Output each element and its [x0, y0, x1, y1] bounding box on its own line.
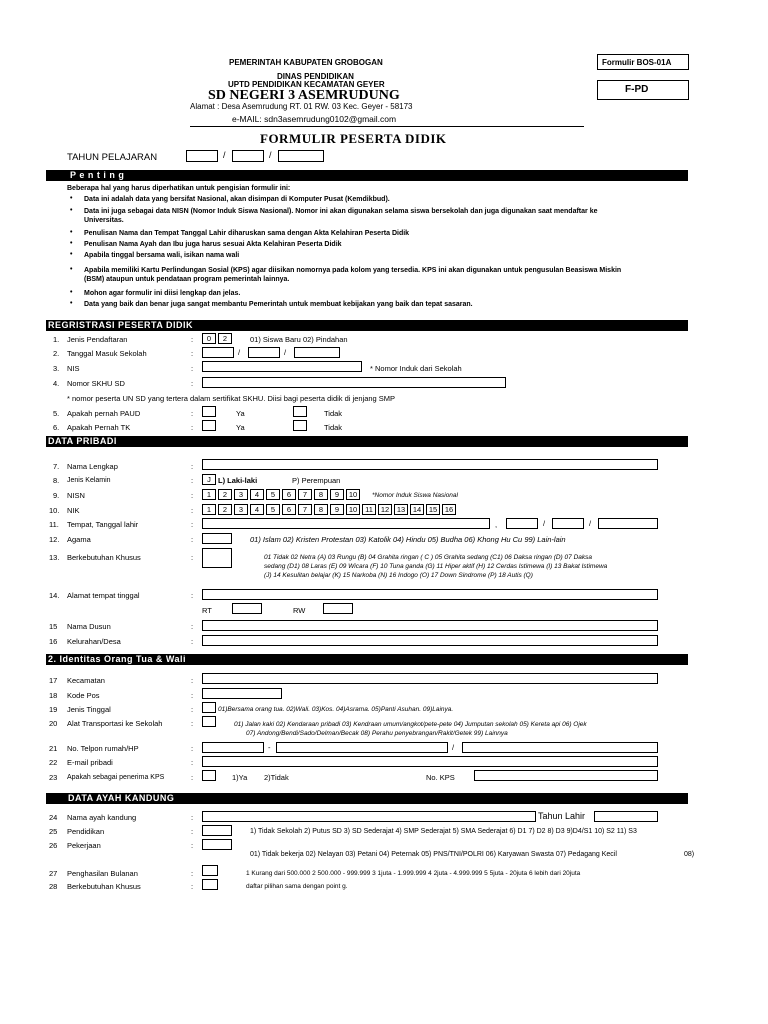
row-num: 4. [53, 379, 60, 388]
label-desa: Kelurahan/Desa [67, 637, 121, 646]
berkebutuhan-options: sedang (D1) 08 Laras (E) 09 Wicara (F) 10 Tuna ganda (G) 11 Hiper aktif (H) 12 Cerdas Istimewa (I) 13 Bakat Istimewa [264, 563, 608, 570]
colon: : [191, 841, 194, 850]
bullet: • [70, 266, 73, 273]
transportasi-options: 07) Andong/Bendi/Sado/Delman/Becak 08) Perahu penyebrangan/Rakit/Getek 99) Lainnya [246, 730, 508, 737]
colon: : [191, 637, 194, 646]
pekerjaan-input[interactable] [202, 839, 232, 850]
penting-item: Data ini adalah data yang bersifat Nasional, akan disimpan di Komputer Pusat (Kemdikbud). [84, 196, 390, 203]
label-jenis-tinggal: Jenis Tinggal [67, 705, 111, 714]
digit-cell[interactable]: 1 [202, 489, 216, 500]
jenis-pendaftaran-cells [202, 333, 234, 344]
pekerjaan-options: 01) Tidak bekerja 02) Nelayan 03) Petani 04) Peternak 05) PNS/TNI/POLRI 06) Karyawan Swasta 07) Pedagang Kecil [250, 851, 617, 858]
pendidikan-options: 1) Tidak Sekolah 2) Putus SD 3) SD Sederajat 4) SMP Sederajat 5) SMA Sederajat 6) D1 7) D2 8) D3 9)D4/S1 10) S2 11) S3 [250, 828, 637, 835]
bullet: • [70, 240, 73, 247]
row-num: 11. [49, 520, 59, 529]
label-alamat: Alamat tempat tinggal [67, 591, 140, 600]
alamat-input[interactable] [202, 589, 658, 600]
bullet: • [70, 251, 73, 258]
nis-input[interactable] [202, 361, 362, 372]
header-uptd: UPTD PENDIDIKAN KECAMATAN GEYER [228, 80, 385, 89]
label-tanggal-masuk: Tanggal Masuk Sekolah [67, 349, 147, 358]
dash: - [268, 743, 271, 752]
nisn-cells [202, 489, 362, 500]
rw-label: RW [293, 606, 306, 615]
digit-cell[interactable]: 7 [298, 489, 312, 500]
jk-cells [202, 474, 218, 485]
label-paud: Apakah pernah PAUD [67, 409, 141, 418]
penting-item: Apabila memiliki Kartu Perlindungan Sosial (KPS) agar diisikan nomornya pada kolom yang tersedia. KPS ini akan digunakan untuk pengusulan Beasiswa Miskin [84, 267, 622, 274]
digit-cell[interactable]: 6 [282, 504, 296, 515]
tahun-label: TAHUN PELAJARAN [67, 152, 158, 163]
berkebutuhan-ayah-note: daftar pilihan sama dengan point g. [246, 883, 348, 890]
tgl-masuk-dd[interactable] [202, 347, 234, 358]
colon: : [191, 705, 194, 714]
label-pekerjaan: Pekerjaan [67, 841, 101, 850]
jenis-tinggal-options: 01)Bersama orang tua. 02)Wali. 03)Kos. 04)Asrama. 05)Panti Asuhan. 09)Lainya. [218, 706, 454, 713]
tahun-box-2[interactable] [232, 150, 264, 162]
cell[interactable]: 2 [218, 333, 232, 344]
label-nik: NIK [67, 506, 80, 515]
penting-item: Penulisan Nama dan Tempat Tanggal Lahir diharuskan sama dengan Akta Kelahiran Peserta Didik [84, 230, 410, 237]
tahun-lahir-ayah-input[interactable] [594, 811, 658, 822]
label-pendidikan: Pendidikan [67, 827, 105, 836]
ayah-bar [46, 793, 688, 804]
row-num: 13. [49, 553, 60, 562]
tahun-lahir-label: Tahun Lahir [538, 811, 586, 821]
nis-note: * Nomor Induk dari Sekolah [370, 364, 462, 373]
row-num: 3. [53, 364, 60, 373]
slash: / [543, 519, 546, 528]
ayah-heading: DATA AYAH KANDUNG [68, 793, 175, 803]
tahun-box-1[interactable] [186, 150, 218, 162]
label-kps: Apakah sebagai penerima KPS [67, 774, 165, 781]
label-berkebutuhan-ayah: Berkebutuhan Khusus [67, 882, 141, 891]
digit-cell[interactable]: 16 [442, 504, 456, 515]
jenis-tinggal-input[interactable] [202, 702, 216, 713]
label-nisn: NISN [67, 491, 85, 500]
colon: : [191, 691, 194, 700]
digit-cell[interactable]: 10 [346, 504, 360, 515]
slash: / [238, 348, 241, 357]
colon: : [191, 423, 194, 432]
colon: : [191, 591, 194, 600]
ya-label: Ya [236, 423, 245, 432]
digit-cell[interactable]: 1 [202, 504, 216, 515]
digit-cell[interactable]: 3 [234, 504, 248, 515]
tidak-label: Tidak [324, 423, 343, 432]
no-kps-input[interactable] [474, 770, 658, 781]
colon: : [191, 535, 194, 544]
lahir-dd[interactable] [506, 518, 538, 529]
header-gov: PEMERINTAH KABUPATEN GROBOGAN [229, 58, 383, 67]
digit-cell[interactable]: 2 [218, 489, 232, 500]
slash: / [223, 150, 226, 160]
registrasi-heading: REGRISTRASI PESERTA DIDIK [48, 320, 194, 330]
row-num: 28 [49, 882, 58, 891]
ya-label: Ya [236, 409, 245, 418]
penting-item: Data yang baik dan benar juga sangat membantu Pemerintah untuk membuat kebijakan yang baik dan tepat sasaran. [84, 301, 473, 308]
desa-input[interactable] [202, 635, 658, 646]
row-num: 20 [49, 719, 58, 728]
colon: : [191, 553, 194, 562]
digit-cell[interactable]: 5 [266, 489, 280, 500]
colon: : [191, 379, 194, 388]
row-num: 25 [49, 827, 58, 836]
berkebutuhan-options: 01 Tidak 02 Netra (A) 03 Rungu (B) 04 Grahita ringan ( C ) 05 Grahita sedang (C1) 06 Daksa ringan (D) 07 Daksa [264, 554, 592, 561]
rt-input[interactable] [232, 603, 262, 614]
jk-p: P) Perempuan [292, 476, 341, 485]
penting-intro: Beberapa hal yang harus diperhatikan untuk pengisian formulir ini: [67, 185, 291, 192]
row-num: 6. [53, 423, 60, 432]
slash: / [589, 519, 592, 528]
nama-input[interactable] [202, 459, 658, 470]
jk-l: L) Laki-laki [218, 476, 258, 485]
colon: : [191, 758, 194, 767]
nisn-note: *Nomor Induk Siswa Nasional [372, 492, 458, 499]
jenis-pendaftaran-options: 01) Siswa Baru 02) Pindahan [250, 335, 348, 344]
digit-cell[interactable]: 9 [330, 489, 344, 500]
bullet: • [70, 229, 73, 236]
slash: / [269, 150, 272, 160]
kodepos-input[interactable] [202, 688, 282, 699]
header-rule [190, 126, 584, 127]
penting-bar [46, 170, 688, 181]
kps-input[interactable] [202, 770, 216, 781]
rw-input[interactable] [323, 603, 353, 614]
label-email: E-mail pribadi [67, 758, 113, 767]
label-nis: NIS [67, 364, 80, 373]
row-num: 1. [53, 335, 60, 344]
colon: : [191, 520, 194, 529]
row-num: 8. [53, 476, 60, 485]
colon: : [191, 462, 194, 471]
registrasi-bar [46, 320, 688, 331]
colon: : [191, 869, 194, 878]
form-type: F-PD [625, 84, 649, 95]
agama-options: 01) Islam 02) Kristen Protestan 03) Katolik 04) Hindu 05) Budha 06) Khong Hu Cu 99) Lain-lain [250, 535, 566, 544]
penghasilan-options: 1 Kurang dari 500.000 2 500.000 - 999.999 3 1juta - 1.999.999 4 2juta - 4.999.999 5 5juta - 20juta 6 lebih dari 20juta [246, 870, 581, 877]
row-num: 26 [49, 841, 58, 850]
digit-cell[interactable]: 7 [298, 504, 312, 515]
slash: / [452, 743, 455, 752]
kps-ya: 1)Ya [232, 773, 248, 782]
digit-cell[interactable]: 14 [410, 504, 424, 515]
row-num: 9. [53, 491, 60, 500]
school-email: e-MAIL: sdn3asemrudung0102@gmail.com [232, 114, 397, 124]
row-num: 16 [49, 637, 58, 646]
colon: : [191, 813, 194, 822]
paud-tidak-checkbox[interactable] [293, 406, 307, 417]
row-num: 5. [53, 409, 60, 418]
label-jenis-kelamin: Jenis Kelamin [67, 477, 111, 484]
colon: : [191, 882, 194, 891]
telpon-rumah-input[interactable] [276, 742, 448, 753]
label-dusun: Nama Dusun [67, 622, 111, 631]
label-jenis-pendaftaran: Jenis Pendaftaran [67, 335, 128, 344]
label-agama: Agama [67, 535, 91, 544]
label-kodepos: Kode Pos [67, 691, 100, 700]
row-num: 15 [49, 622, 58, 631]
row-num: 21 [49, 744, 58, 753]
penghasilan-input[interactable] [202, 865, 218, 876]
colon: : [191, 622, 194, 631]
colon: : [191, 506, 194, 515]
pribadi-heading: DATA PRIBADI [48, 436, 117, 446]
agama-input[interactable] [202, 533, 232, 544]
row-num: 27 [49, 869, 58, 878]
skhu-input[interactable] [202, 377, 506, 388]
tgl-masuk-mm[interactable] [248, 347, 280, 358]
berkebutuhan-options: (J) 14 Kesulitan belajar (K) 15 Narkoba (N) 16 Indogo (O) 17 Down Sindrome (P) 18 Autis (Q) [264, 572, 533, 579]
digit-cell[interactable]: 8 [314, 489, 328, 500]
bullet: • [70, 289, 73, 296]
cell[interactable]: 0 [202, 333, 216, 344]
bullet: • [70, 195, 73, 202]
label-ttl: Tempat, Tanggal lahir [67, 520, 139, 529]
nik-cells [202, 504, 458, 515]
digit-cell[interactable]: 11 [362, 504, 376, 515]
pekerjaan-more: 08) [684, 851, 695, 858]
email-input[interactable] [202, 756, 658, 767]
digit-cell[interactable]: 13 [394, 504, 408, 515]
digit-cell[interactable]: 4 [250, 489, 264, 500]
tk-ya-checkbox[interactable] [202, 420, 216, 431]
tahun-box-3[interactable] [278, 150, 324, 162]
telpon-hp-input[interactable] [462, 742, 658, 753]
label-kecamatan: Kecamatan [67, 676, 105, 685]
colon: : [191, 476, 194, 485]
pribadi-bar [46, 436, 688, 447]
row-num: 7. [53, 462, 60, 471]
penting-heading: P e n t i n g [70, 170, 125, 180]
digit-cell[interactable]: 4 [250, 504, 264, 515]
colon: : [191, 827, 194, 836]
school-address: Alamat : Desa Asemrudung RT. 01 RW. 03 Kec. Geyer - 58173 [190, 102, 413, 111]
row-num: 22 [49, 758, 58, 767]
colon: : [191, 335, 194, 344]
form-title: FORMULIR PESERTA DIDIK [260, 131, 447, 146]
form-code: Formulir BOS-01A [602, 58, 672, 67]
digit-cell[interactable]: 15 [426, 504, 440, 515]
kecamatan-input[interactable] [202, 673, 658, 684]
bullet: • [70, 300, 73, 307]
tk-tidak-checkbox[interactable] [293, 420, 307, 431]
colon: : [191, 773, 194, 782]
lahir-yyyy[interactable] [598, 518, 658, 529]
penting-item: Universitas. [84, 217, 124, 224]
digit-cell[interactable]: 2 [218, 504, 232, 515]
digit-cell[interactable]: 12 [378, 504, 392, 515]
nama-ayah-input[interactable] [202, 811, 536, 822]
penting-item: Data ini juga sebagai data NISN (Nomor Induk Siswa Nasional). Nomor ini akan digunakan selama siswa bersekolah dan juga digunakan saat mendaftar ke [84, 208, 598, 215]
digit-cell[interactable]: 10 [346, 489, 360, 500]
row-num: 10. [49, 506, 60, 515]
penting-item: (BSM) ataupun untuk pendataan program pemerintah lainnya. [84, 276, 290, 283]
label-transportasi: Alat Transportasi ke Sekolah [67, 719, 163, 728]
row-num: 12. [49, 535, 60, 544]
penting-item: Mohon agar formulir ini diisi lengkap dan jelas. [84, 290, 241, 297]
label-penghasilan: Penghasilan Bulanan [67, 869, 138, 878]
colon: : [191, 676, 194, 685]
digit-cell[interactable]: 3 [234, 489, 248, 500]
colon: : [191, 719, 194, 728]
ortu-heading: 2. Identitas Orang Tua & Wali [48, 654, 187, 664]
lahir-mm[interactable] [552, 518, 584, 529]
kps-tidak: 2)Tidak [264, 773, 289, 782]
paud-ya-checkbox[interactable] [202, 406, 216, 417]
row-num: 23 [49, 773, 58, 782]
pendidikan-input[interactable] [202, 825, 232, 836]
row-num: 17 [49, 676, 58, 685]
telpon-area-input[interactable] [202, 742, 264, 753]
penting-item: Apabila tinggal bersama wali, isikan nama wali [84, 252, 240, 259]
tempat-lahir-input[interactable] [202, 518, 490, 529]
berkebutuhan-input[interactable] [202, 548, 232, 568]
label-telpon: No. Telpon rumah/HP [67, 744, 139, 753]
label-nama: Nama Lengkap [67, 462, 118, 471]
tgl-masuk-yyyy[interactable] [294, 347, 340, 358]
bullet: • [70, 207, 73, 214]
header-dinas: DINAS PENDIDIKAN [277, 72, 354, 81]
berkebutuhan-ayah-input[interactable] [202, 879, 218, 890]
transportasi-input[interactable] [202, 716, 216, 727]
colon: : [191, 364, 194, 373]
label-tk: Apakah Pernah TK [67, 423, 131, 432]
colon: : [191, 349, 194, 358]
digit-cell[interactable]: 9 [330, 504, 344, 515]
slash: / [284, 348, 287, 357]
colon: : [191, 409, 194, 418]
skhu-note: * nomor peserta UN SD yang tertera dalam sertifikat SKHU. Diisi bagi peserta didik di jenjang SMP [67, 394, 396, 403]
no-kps-label: No. KPS [426, 773, 455, 782]
penting-item: Penulisan Nama Ayah dan Ibu juga harus sesuai Akta Kelahiran Peserta Didik [84, 241, 342, 248]
ortu-bar [46, 654, 688, 665]
transportasi-options: 01) Jalan kaki 02) Kendaraan pribadi 03) Kendraan umum/angkot/pete-pete 04) Jumputan sekolah 05) Kereta api 06) Ojek [234, 721, 587, 728]
comma: , [495, 520, 498, 529]
label-skhu: Nomor SKHU SD [67, 379, 125, 388]
row-num: 14. [49, 591, 60, 600]
label-nama-ayah: Nama ayah kandung [67, 813, 137, 822]
tidak-label: Tidak [324, 409, 343, 418]
cell[interactable]: J [202, 474, 216, 485]
digit-cell[interactable]: 5 [266, 504, 280, 515]
row-num: 24 [49, 813, 58, 822]
colon: : [191, 491, 194, 500]
school-name: SD NEGERI 3 ASEMRUDUNG [208, 88, 400, 103]
label-berkebutuhan: Berkebutuhan Khusus [67, 553, 141, 562]
digit-cell[interactable]: 8 [314, 504, 328, 515]
dusun-input[interactable] [202, 620, 658, 631]
colon: : [191, 744, 194, 753]
rt-label: RT [202, 606, 212, 615]
digit-cell[interactable]: 6 [282, 489, 296, 500]
row-num: 18 [49, 691, 58, 700]
row-num: 19 [49, 705, 58, 714]
row-num: 2. [53, 349, 60, 358]
